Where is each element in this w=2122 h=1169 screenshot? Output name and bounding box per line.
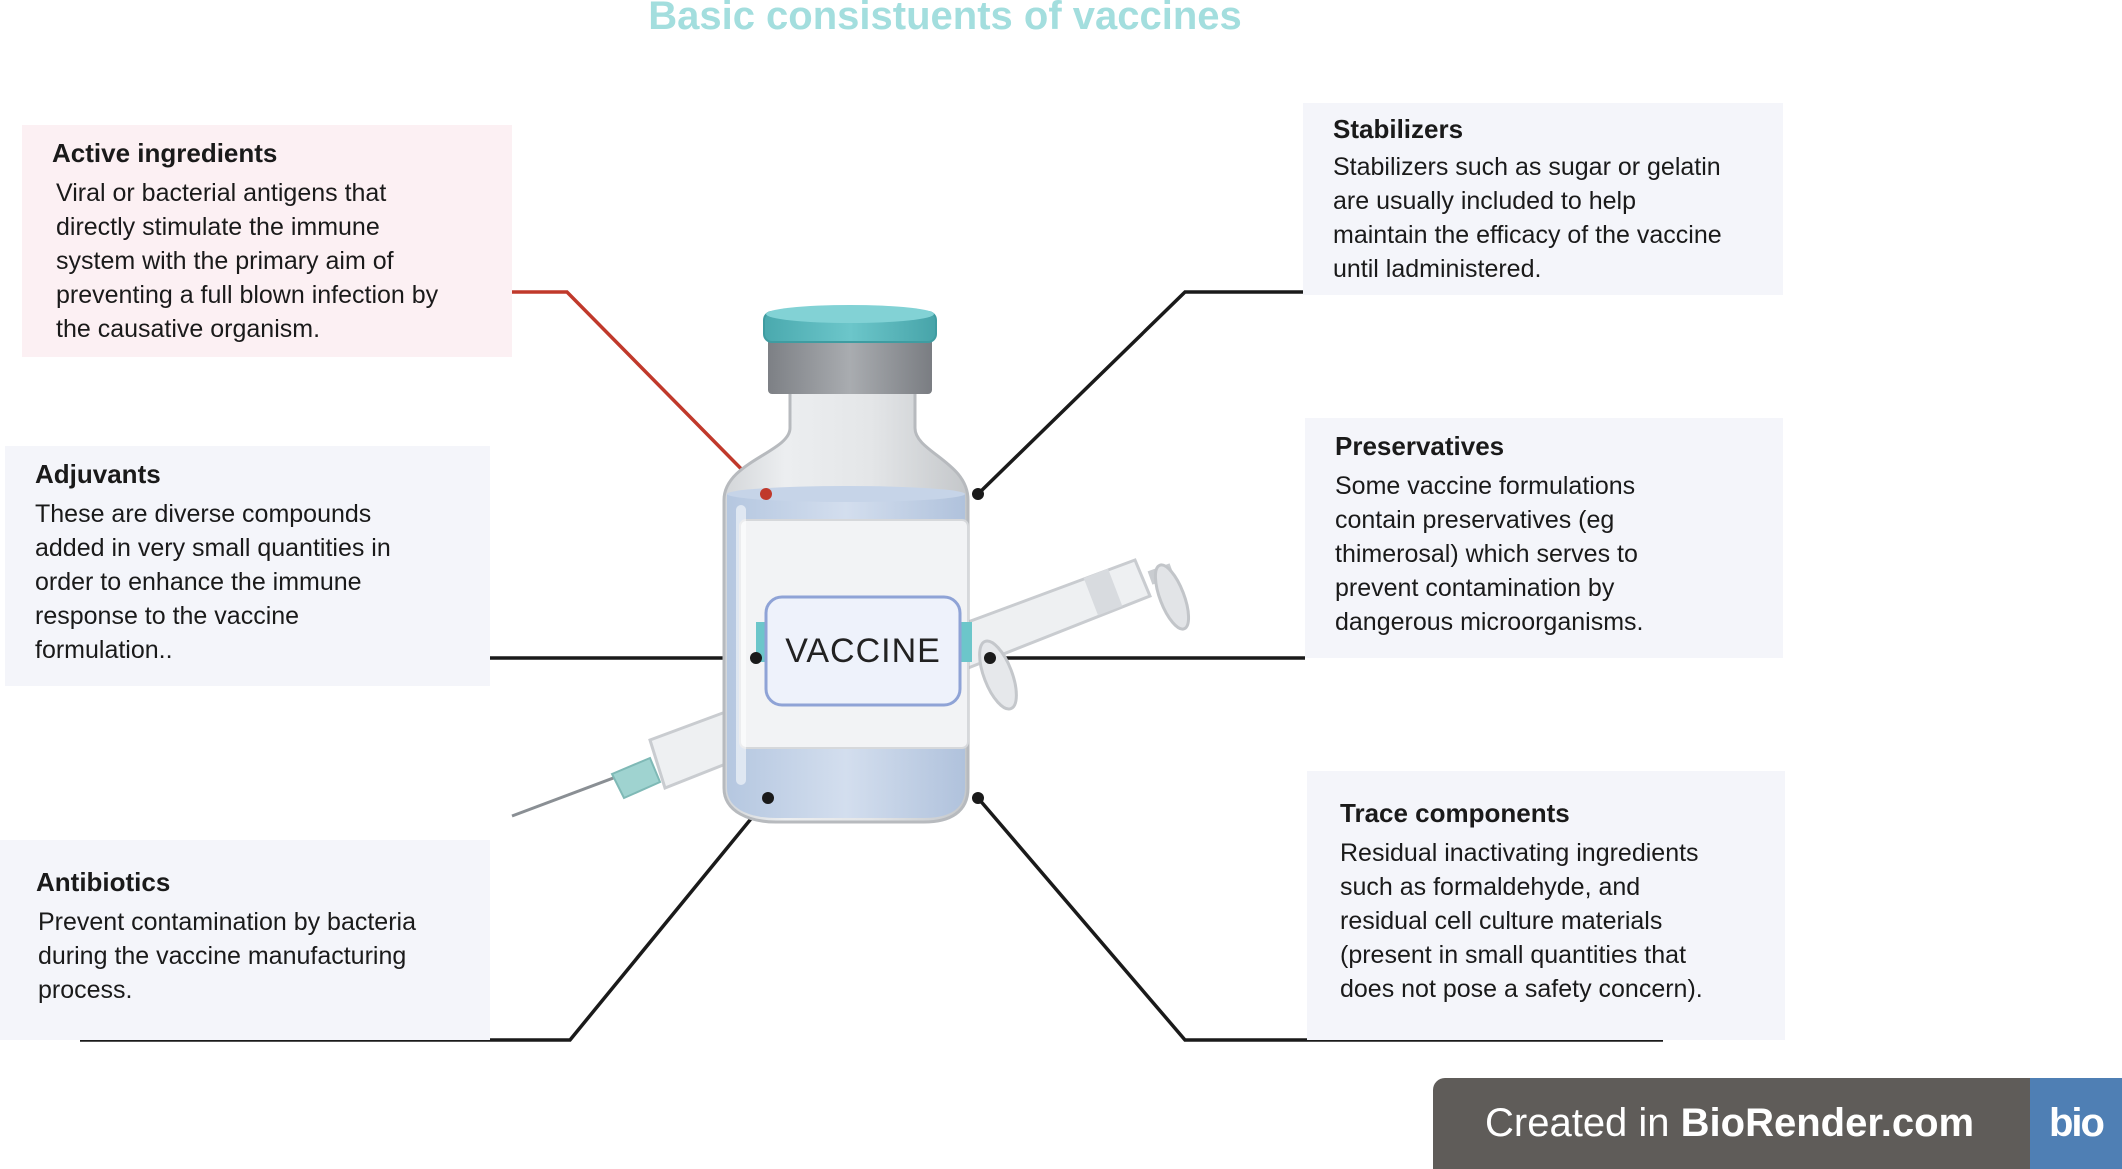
box-trace-components — [1307, 771, 1785, 1040]
connector-dot-preservatives — [984, 652, 996, 664]
adjuvants-text: These are diverse compounds added in very small quantities in order to enhance the immune response to the vaccine formulation.. — [35, 499, 391, 664]
vial-label: VACCINE — [785, 631, 941, 670]
biorender-watermark — [1433, 1078, 2122, 1169]
box-adjuvants — [5, 446, 490, 686]
adjuvants-heading: Adjuvants — [35, 459, 161, 489]
connector-dot-trace — [972, 792, 984, 804]
box-preservatives — [1305, 418, 1783, 658]
diagram-title: Basic consistuents of vaccines — [648, 0, 1242, 38]
connector-dot-stabilizers — [972, 488, 984, 500]
watermark-prefix: Created in — [1485, 1101, 1681, 1145]
box-stabilizers — [1303, 103, 1783, 295]
vial-icon — [724, 305, 972, 822]
active-ingredients-heading: Active ingredients — [52, 138, 278, 168]
stabilizers-heading: Stabilizers — [1333, 114, 1464, 144]
box-active-ingredients — [22, 125, 512, 357]
watermark-brand: BioRender.com — [1680, 1101, 1975, 1145]
antibiotics-heading: Antibiotics — [36, 867, 171, 897]
connector-dot-adjuvants — [750, 652, 762, 664]
antibiotics-text: Prevent contamination by bacteria during the vaccine manufacturing process. — [38, 907, 416, 1004]
trace-components-text: Residual inactivating ingredients such as formaldehyde, and residual cell culture materials (present in small quantities that does not pose a safety concern). — [1340, 838, 1703, 1003]
preservatives-heading: Preservatives — [1335, 431, 1505, 461]
connector-dot-active — [760, 488, 772, 500]
connector-dot-antibiotics — [762, 792, 774, 804]
active-ingredients-text: Viral or bacterial antigens that directly stimulate the immune system with the primary aim of preventing a full blown infection by the causative organism. — [56, 178, 439, 343]
trace-components-heading: Trace components — [1340, 798, 1570, 828]
biorender-logo-icon: bio — [2030, 1078, 2122, 1169]
preservatives-text: Some vaccine formulations contain preservatives (eg thimerosal) which serves to prevent contamination by dangerous microorganisms. — [1335, 471, 1644, 636]
stabilizers-text: Stabilizers such as sugar or gelatin are usually included to help maintain the efficacy of the vaccine until ladministered. — [1333, 152, 1722, 283]
watermark-text — [1485, 1078, 1974, 1169]
box-antibiotics — [0, 840, 490, 1040]
